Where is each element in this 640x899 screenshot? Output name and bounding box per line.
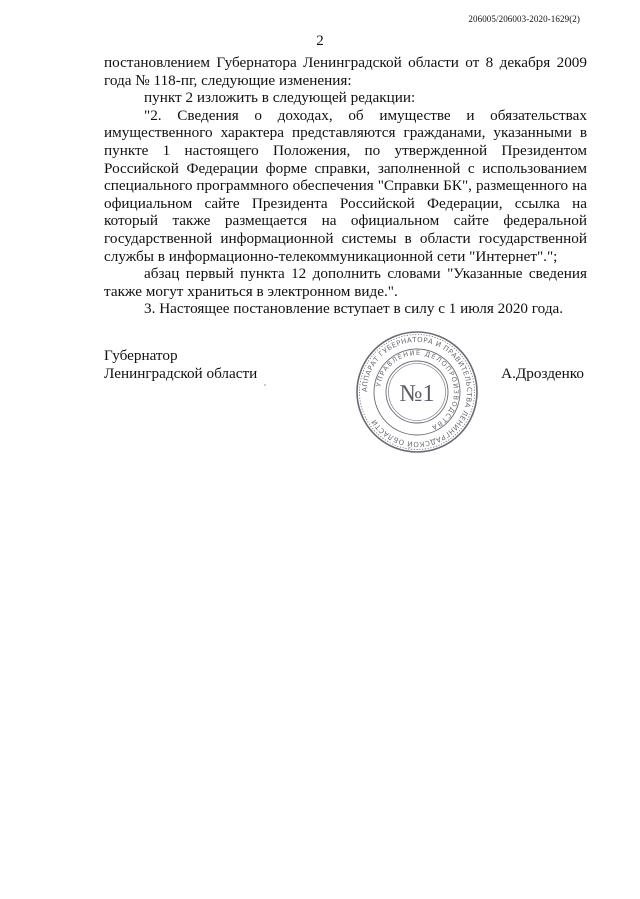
paragraph-1: постановлением Губернатора Ленинградской области от 8 декабря 2009 года № 118-пг, следующие изменения: — [104, 54, 587, 89]
seal-number: №1 — [399, 381, 435, 407]
signatory-title-line1: Губернатор — [104, 347, 178, 364]
paragraph-4: абзац первый пункта 12 дополнить словами "Указанные сведения также могут храниться в электронном виде.". — [104, 265, 587, 300]
signatory-title-line2: Ленинградской области — [104, 365, 258, 382]
document-body — [104, 54, 587, 318]
signatory-title — [104, 347, 257, 383]
seal-inner-text: УПРАВЛЕНИЕ ДЕЛОПРОИЗВОДСТВА — [374, 348, 461, 432]
scan-speck — [264, 384, 266, 386]
page-number: 2 — [316, 33, 324, 49]
seal-outer-text: АППАРАТ ГУБЕРНАТОРА И ПРАВИТЕЛЬСТВА ЛЕНИНГРАДСКОЙ ОБЛАСТИ — [360, 335, 474, 449]
paragraph-2: пункт 2 изложить в следующей редакции: — [144, 89, 416, 107]
official-seal — [355, 330, 479, 454]
signatory-name: А.Дрозденко — [501, 365, 584, 382]
paragraph-3: "2. Сведения о доходах, об имуществе и обязательствах имущественного характера представляются гражданами, указанными в пункте 1 настоящего Положения, по утвержденной Президентом Российской Федерации форме справки, заполненной с использованием специального программного обеспечения "Справки БК", размещенного на официальном сайте Президента Российской Федерации, ссылка на который также размещается на официальном сайте федеральной государственной информационной системы в области государственной службы в информационно-телекоммуникационной сети "Интернет"."; — [104, 106, 587, 265]
document-id: 206005/206003-2020-1629(2) — [468, 14, 580, 24]
paragraph-5: 3. Настоящее постановление вступает в силу с 1 июля 2020 года. — [144, 300, 564, 318]
